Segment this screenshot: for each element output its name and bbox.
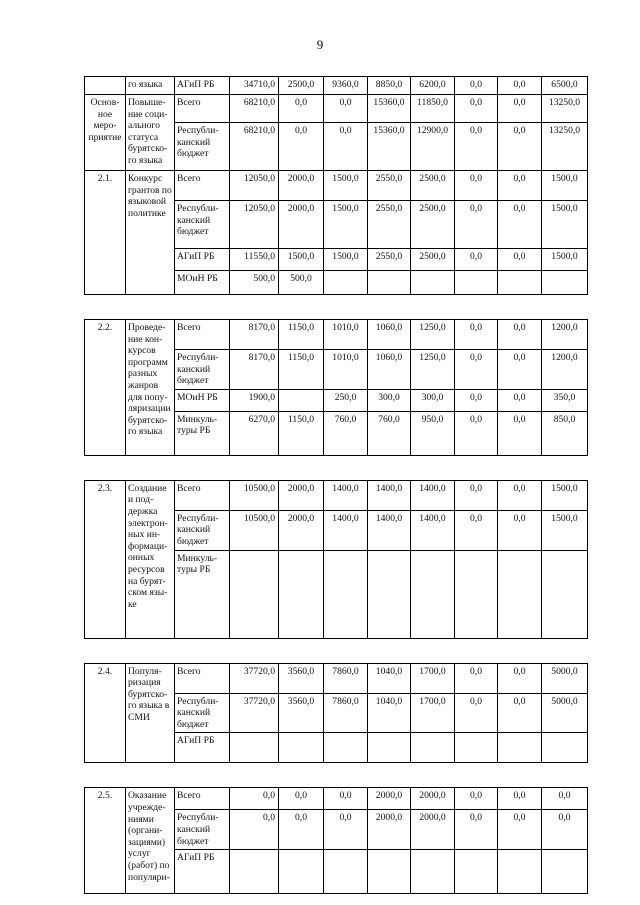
amount-cell: 0,0 [455,77,498,95]
amount-cell: 2500,0 [411,201,455,249]
amount-cell: 1040,0 [368,663,411,693]
amount-cell: 5000,0 [542,663,588,693]
amount-cell: 0,0 [230,810,279,850]
amount-cell [324,550,368,638]
amount-cell: 7860,0 [324,663,368,693]
amount-cell: 2000,0 [368,810,411,850]
funding-source: Всего [175,480,230,510]
measure-code: 2.5. [85,788,126,894]
amount-cell: 0,0 [455,123,498,171]
measure-name: Создание и под-держка электрон-ных ин-формаци-онных ресурсов на бурят-ском язы-ке [126,480,175,638]
funding-source: Всего [175,171,230,201]
amount-cell: 1500,0 [542,510,588,550]
amount-cell: 2550,0 [368,171,411,201]
amount-cell: 2000,0 [279,510,324,550]
amount-cell: 7860,0 [324,693,368,733]
amount-cell [542,850,588,894]
amount-cell: 2500,0 [411,171,455,201]
amount-cell: 1060,0 [368,350,411,390]
amount-cell [411,733,455,763]
amount-cell: 1500,0 [542,480,588,510]
measure-name: Популя-ризация бурятско-го языка в СМИ [126,663,175,763]
amount-cell: 0,0 [455,693,498,733]
amount-cell: 1250,0 [411,320,455,350]
amount-cell: 1400,0 [411,480,455,510]
amount-cell: 0,0 [498,123,542,171]
funding-source: МОиН РБ [175,271,230,295]
measure-name: Проведе-ние кон-курсов программ разных жанров для попу-ляризации бурятско-го языка [126,320,175,456]
amount-cell: 1500,0 [542,249,588,271]
amount-cell: 0,0 [498,693,542,733]
amount-cell: 0,0 [279,788,324,810]
amount-cell [542,271,588,295]
amount-cell: 13250,0 [542,95,588,123]
amount-cell: 8170,0 [230,350,279,390]
amount-cell: 2000,0 [279,171,324,201]
amount-cell [498,550,542,638]
funding-source: Республи-канский бюджет [175,693,230,733]
amount-cell: 1400,0 [368,510,411,550]
amount-cell: 0,0 [498,201,542,249]
amount-cell: 3560,0 [279,663,324,693]
amount-cell: 0,0 [455,171,498,201]
funding-source: Республи-канский бюджет [175,201,230,249]
amount-cell: 1010,0 [324,320,368,350]
amount-cell [411,271,455,295]
table-row [85,788,588,810]
amount-cell: 0,0 [455,480,498,510]
amount-cell: 1500,0 [279,249,324,271]
funding-source: Республи-канский бюджет [175,350,230,390]
amount-cell [230,550,279,638]
funding-source: Всего [175,95,230,123]
amount-cell: 0,0 [230,788,279,810]
amount-cell: 2000,0 [279,480,324,510]
amount-cell [455,733,498,763]
spacer-cell [85,295,588,320]
table-row [85,95,588,123]
amount-cell: 0,0 [279,123,324,171]
amount-cell: 0,0 [324,810,368,850]
amount-cell: 2000,0 [368,788,411,810]
amount-cell: 250,0 [324,389,368,411]
amount-cell: 850,0 [542,411,588,455]
amount-cell: 2500,0 [279,77,324,95]
amount-cell: 1500,0 [324,171,368,201]
amount-cell: 0,0 [498,663,542,693]
amount-cell [542,733,588,763]
amount-cell: 500,0 [279,271,324,295]
amount-cell [279,850,324,894]
amount-cell: 11550,0 [230,249,279,271]
amount-cell: 37720,0 [230,663,279,693]
amount-cell: 0,0 [498,510,542,550]
amount-cell [324,271,368,295]
page-number: 9 [316,37,324,52]
amount-cell: 2000,0 [411,810,455,850]
measure-code: 2.1. [85,171,126,295]
amount-cell: 1200,0 [542,350,588,390]
funding-source: АГиП РБ [175,850,230,894]
amount-cell: 8170,0 [230,320,279,350]
amount-cell: 6270,0 [230,411,279,455]
amount-cell: 0,0 [324,123,368,171]
amount-cell: 1500,0 [324,249,368,271]
amount-cell [368,550,411,638]
table-body [85,77,588,894]
amount-cell: 5000,0 [542,693,588,733]
table-row [85,480,588,510]
amount-cell: 0,0 [279,95,324,123]
spacer-cell [85,638,588,663]
group-spacer [85,455,588,480]
amount-cell: 1500,0 [324,201,368,249]
amount-cell: 0,0 [498,350,542,390]
measure-code: 2.2. [85,320,126,456]
amount-cell: 1700,0 [411,693,455,733]
measure-code: Основ-ное меро-приятие [85,95,126,171]
amount-cell: 0,0 [498,95,542,123]
amount-cell: 1250,0 [411,350,455,390]
amount-cell: 1200,0 [542,320,588,350]
amount-cell: 1400,0 [324,480,368,510]
amount-cell: 2550,0 [368,249,411,271]
amount-cell: 0,0 [498,171,542,201]
amount-cell [411,850,455,894]
table-row [85,663,588,693]
measure-code: 2.3. [85,480,126,638]
amount-cell [324,733,368,763]
funding-source: МОиН РБ [175,389,230,411]
table-row [85,171,588,201]
amount-cell: 0,0 [542,788,588,810]
funding-source: Республи-канский бюджет [175,123,230,171]
amount-cell [230,850,279,894]
amount-cell: 10500,0 [230,480,279,510]
amount-cell: 34710,0 [230,77,279,95]
funding-source: АГиП РБ [175,733,230,763]
amount-cell: 0,0 [455,201,498,249]
amount-cell [542,550,588,638]
amount-cell [279,389,324,411]
amount-cell: 12050,0 [230,201,279,249]
amount-cell: 500,0 [230,271,279,295]
amount-cell: 1500,0 [542,201,588,249]
amount-cell [324,850,368,894]
amount-cell: 37720,0 [230,693,279,733]
amount-cell: 0,0 [455,95,498,123]
amount-cell: 0,0 [455,389,498,411]
measure-name: Повыше-ние соци-ального статуса бурятско-го языка [126,95,175,171]
amount-cell: 6200,0 [411,77,455,95]
table-row [85,320,588,350]
spacer-cell [85,763,588,788]
amount-cell: 0,0 [455,788,498,810]
amount-cell: 0,0 [324,788,368,810]
amount-cell [498,271,542,295]
amount-cell: 0,0 [498,249,542,271]
amount-cell: 1060,0 [368,320,411,350]
funding-source: АГиП РБ [175,77,230,95]
amount-cell: 1150,0 [279,350,324,390]
amount-cell: 12050,0 [230,171,279,201]
amount-cell: 2000,0 [279,201,324,249]
amount-cell: 2000,0 [411,788,455,810]
amount-cell: 0,0 [498,77,542,95]
amount-cell: 1700,0 [411,663,455,693]
measure-name: Оказание учрежде-ниями (органи-зациями) услуг (работ) по популяри- [126,788,175,894]
amount-cell [498,733,542,763]
amount-cell: 10500,0 [230,510,279,550]
amount-cell: 0,0 [455,320,498,350]
amount-cell: 950,0 [411,411,455,455]
amount-cell: 1150,0 [279,320,324,350]
amount-cell: 2500,0 [411,249,455,271]
amount-cell: 12900,0 [411,123,455,171]
amount-cell: 1150,0 [279,411,324,455]
amount-cell: 0,0 [498,320,542,350]
amount-cell [230,733,279,763]
measure-name: го языка [126,77,175,95]
amount-cell: 68210,0 [230,123,279,171]
amount-cell [279,550,324,638]
funding-source: Минкуль-туры РБ [175,411,230,455]
amount-cell [455,550,498,638]
amount-cell: 1900,0 [230,389,279,411]
amount-cell: 0,0 [324,95,368,123]
amount-cell: 68210,0 [230,95,279,123]
amount-cell: 0,0 [498,810,542,850]
amount-cell [411,550,455,638]
amount-cell: 15360,0 [368,95,411,123]
amount-cell: 6500,0 [542,77,588,95]
amount-cell [368,733,411,763]
funding-source: Всего [175,320,230,350]
amount-cell: 1400,0 [324,510,368,550]
amount-cell [368,271,411,295]
group-spacer [85,763,588,788]
amount-cell: 350,0 [542,389,588,411]
amount-cell: 1400,0 [368,480,411,510]
funding-source: Всего [175,788,230,810]
amount-cell [498,850,542,894]
amount-cell [455,271,498,295]
measure-code [85,77,126,95]
amount-cell: 0,0 [455,411,498,455]
amount-cell: 0,0 [455,810,498,850]
amount-cell: 0,0 [498,389,542,411]
funding-source: Всего [175,663,230,693]
funding-source: Республи-канский бюджет [175,810,230,850]
amount-cell: 0,0 [455,510,498,550]
amount-cell: 2550,0 [368,201,411,249]
group-spacer [85,638,588,663]
amount-cell: 760,0 [368,411,411,455]
amount-cell: 1010,0 [324,350,368,390]
funding-source: Минкуль-туры РБ [175,550,230,638]
amount-cell: 8850,0 [368,77,411,95]
amount-cell: 1400,0 [411,510,455,550]
group-spacer [85,295,588,320]
amount-cell: 0,0 [498,411,542,455]
amount-cell: 300,0 [411,389,455,411]
budget-table [84,76,588,894]
measure-name: Конкурс грантов по языковой политике [126,171,175,295]
amount-cell: 13250,0 [542,123,588,171]
amount-cell: 0,0 [498,480,542,510]
amount-cell: 1040,0 [368,693,411,733]
amount-cell: 11850,0 [411,95,455,123]
amount-cell [368,850,411,894]
amount-cell: 1500,0 [542,171,588,201]
amount-cell: 300,0 [368,389,411,411]
amount-cell: 0,0 [455,249,498,271]
amount-cell: 0,0 [455,663,498,693]
amount-cell: 0,0 [279,810,324,850]
amount-cell: 9360,0 [324,77,368,95]
amount-cell [279,733,324,763]
funding-source: АГиП РБ [175,249,230,271]
amount-cell [455,850,498,894]
table-row [85,77,588,95]
amount-cell: 0,0 [455,350,498,390]
measure-code: 2.4. [85,663,126,763]
funding-source: Республи-канский бюджет [175,510,230,550]
amount-cell: 3560,0 [279,693,324,733]
spacer-cell [85,455,588,480]
amount-cell: 0,0 [498,788,542,810]
amount-cell: 760,0 [324,411,368,455]
amount-cell: 15360,0 [368,123,411,171]
amount-cell: 0,0 [542,810,588,850]
